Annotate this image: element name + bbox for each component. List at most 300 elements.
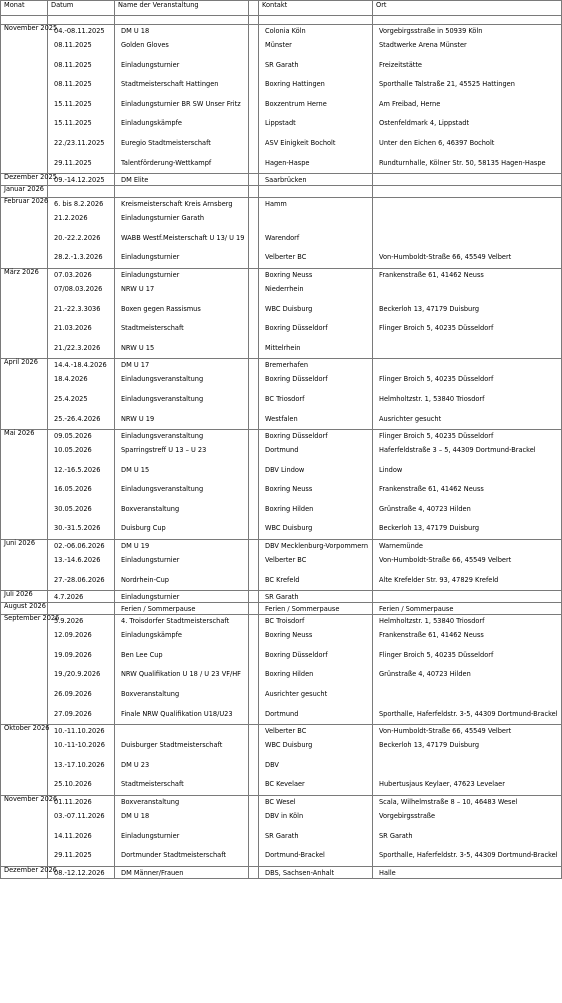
empty-text <box>252 370 258 390</box>
event-text: Sparringstreff U 13 – U 23 <box>121 446 207 455</box>
event-text: DM U 18 <box>121 812 150 820</box>
empty-text <box>252 519 258 539</box>
event-text: Duisburger Stadtmeisterschaft <box>121 741 223 750</box>
event-text: Stadtmeisterschaft <box>121 780 184 789</box>
place-text: SR Garath <box>379 831 413 840</box>
place-text: Helmholtzstr. 1, 53840 Triosdorf <box>379 617 485 626</box>
month-cell: November 2026 <box>1 796 48 867</box>
date-column-cell <box>48 725 115 796</box>
contact-text: SR Garath <box>265 593 299 602</box>
date-text: 10.05.2026 <box>54 446 92 455</box>
month-cell: April 2026 <box>1 359 48 430</box>
contact-column-cell <box>259 25 373 174</box>
event-column-cell <box>115 359 249 430</box>
empty-text <box>252 269 258 280</box>
contact-text: Hamm <box>265 200 287 209</box>
date-column-cell <box>48 174 115 186</box>
date-text: 13.-17.10.2026 <box>54 760 105 769</box>
date-text: 21.03.2026 <box>54 324 92 333</box>
event-text: NRW U 19 <box>121 414 155 423</box>
contact-text: WBC Duisburg <box>265 741 313 750</box>
place-text: Haferfeldstraße 3 – 5, 44309 Dortmund-Brackel <box>379 446 536 455</box>
month-cell: Juli 2026 <box>1 591 48 603</box>
event-column-cell <box>115 796 249 867</box>
month-cell: September 2026 <box>1 615 48 725</box>
contact-text: Hagen-Haspe <box>265 158 310 167</box>
contact-text: DBV <box>265 760 279 769</box>
event-text: Duisburg Cup <box>121 524 166 533</box>
date-text: 21.2.2026 <box>54 214 88 223</box>
empty-text <box>252 359 258 370</box>
event-text: Nordrhein-Cup <box>121 575 169 584</box>
contact-text: Saarbrücken <box>265 176 307 185</box>
empty-text <box>252 500 258 520</box>
event-text: Einladungsturnier <box>121 60 180 69</box>
date-text: 25.-26.4.2026 <box>54 414 101 423</box>
contact-text: Boxzentrum Herne <box>265 99 327 108</box>
place-column-cell <box>373 591 562 603</box>
event-column-cell <box>115 591 249 603</box>
contact-text: Velberter BC <box>265 556 307 565</box>
date-text: 20.-22.2.2026 <box>54 233 101 242</box>
event-text: DM U 15 <box>121 465 150 474</box>
event-text: DM U 18 <box>121 27 150 35</box>
place-text: Ausrichter gesucht <box>379 414 442 423</box>
month-group-row <box>1 540 562 591</box>
contact-column-cell <box>259 540 373 591</box>
empty-text <box>252 725 258 736</box>
empty-column-cell <box>249 25 259 174</box>
contact-text: Velberter BC <box>265 253 307 262</box>
date-text: 16.05.2026 <box>54 485 92 494</box>
date-text <box>51 186 111 197</box>
month-group-row <box>1 430 562 540</box>
date-text: 27.-28.06.2026 <box>54 575 105 584</box>
empty-column-cell <box>249 540 259 591</box>
event-text: Einladungskämpfe <box>121 119 182 128</box>
date-text: 30.05.2026 <box>54 504 92 513</box>
event-text: Einladungsturnier <box>121 253 180 262</box>
month-group-row <box>1 186 562 198</box>
event-text: Talentförderung-Wettkampf <box>121 158 212 167</box>
place-column-cell <box>373 603 562 615</box>
empty-text <box>252 410 258 430</box>
event-text: 4. Troisdorfer Stadtmeisterschaft <box>121 617 230 626</box>
place-column-cell <box>373 615 562 725</box>
place-text: Lindow <box>379 465 403 474</box>
place-column-cell <box>373 796 562 867</box>
spacer-row <box>1 16 562 25</box>
event-text: DM U 19 <box>121 542 150 551</box>
empty-text <box>252 36 258 56</box>
contact-column-cell <box>259 603 373 615</box>
place-column-cell <box>373 359 562 430</box>
date-text: 27.09.2026 <box>54 709 92 718</box>
event-text: Einladungsturnier <box>121 593 180 602</box>
empty-column-cell <box>249 603 259 615</box>
date-text: 02.-06.06.2026 <box>54 542 105 551</box>
place-column-cell <box>373 198 562 269</box>
month-group-row <box>1 591 562 603</box>
place-text: Von-Humboldt-Straße 66, 45549 Velbert <box>379 727 512 736</box>
event-text: DM Männer/Frauen <box>121 868 184 877</box>
contact-text: Boxring Düsseldorf <box>265 324 328 333</box>
place-text: Am Freibad, Herne <box>379 99 441 108</box>
place-column-cell <box>373 430 562 540</box>
contact-column-cell <box>259 725 373 796</box>
empty-column-cell <box>249 615 259 725</box>
empty-column-cell <box>249 174 259 186</box>
contact-text: Boxring Neuss <box>265 485 313 494</box>
contact-text: WBC Duisburg <box>265 304 313 313</box>
place-text: Sporthalle, Haferfeldstr. 3-5, 44309 Dortmund-Brackel <box>379 709 558 718</box>
contact-text: DBV Mecklenburg-Vorpommern <box>265 542 369 551</box>
event-text: Einladungsveranstaltung <box>121 485 204 494</box>
date-text: 29.11.2025 <box>54 851 92 860</box>
place-column-cell <box>373 268 562 358</box>
event-text: Stadtmeisterschaft <box>121 324 184 333</box>
month-cell: März 2026 <box>1 268 48 358</box>
event-column-cell <box>115 198 249 269</box>
empty-text <box>252 480 258 500</box>
contact-text: Boxring Düsseldorf <box>265 432 328 441</box>
contact-text: Warendorf <box>265 233 300 242</box>
empty-text <box>252 551 258 571</box>
event-column-cell <box>115 25 249 174</box>
contact-text: SR Garath <box>265 60 299 69</box>
date-text: 30.-31.5.2026 <box>54 524 101 533</box>
empty-text <box>252 665 258 685</box>
place-text <box>376 229 558 249</box>
empty-text <box>252 615 258 626</box>
header-contact: Kontakt <box>259 1 373 16</box>
event-text: Golden Gloves <box>121 41 169 49</box>
place-text <box>376 685 558 705</box>
contact-text: Lippstadt <box>265 119 296 128</box>
month-group-row <box>1 174 562 186</box>
contact-text: Dortmund-Brackel <box>265 851 325 860</box>
empty-text <box>252 95 258 115</box>
date-text: 4.7.2026 <box>54 593 84 602</box>
contact-column-cell <box>259 174 373 186</box>
empty-text <box>252 441 258 461</box>
event-text: Einladungsturnier <box>121 831 180 840</box>
empty-text <box>252 705 258 725</box>
empty-text <box>252 827 258 847</box>
empty-text <box>252 248 258 268</box>
place-column-cell <box>373 540 562 591</box>
contact-text: BC Wesel <box>265 798 296 806</box>
empty-column-cell <box>249 796 259 867</box>
header-event: Name der Veranstaltung <box>115 1 249 16</box>
contact-text: Münster <box>265 41 292 49</box>
month-group-row <box>1 603 562 615</box>
event-text: Einladungsturnier BR SW Unser Fritz <box>121 99 241 108</box>
empty-text <box>252 390 258 410</box>
contact-text: DBV in Köln <box>265 812 304 820</box>
empty-text <box>252 134 258 154</box>
contact-text: Colonia Köln <box>265 27 306 35</box>
contact-text: Boxring Hattingen <box>265 80 325 89</box>
empty-text <box>252 186 258 197</box>
contact-column-cell <box>259 866 373 878</box>
contact-text: Bremerhafen <box>265 361 308 370</box>
place-column-cell <box>373 866 562 878</box>
date-text: 10.-11-10.2026 <box>54 741 105 750</box>
event-text: DM U 17 <box>121 361 150 370</box>
event-text: WABB Westf.Meisterschaft U 13/ U 19 <box>121 233 245 242</box>
empty-text <box>252 646 258 666</box>
month-group-row <box>1 198 562 269</box>
contact-text: ASV Einigkeit Bocholt <box>265 138 336 147</box>
date-text: 28.2.-1.3.2026 <box>54 253 103 262</box>
empty-text <box>252 280 258 300</box>
contact-text: Mittelrhein <box>265 343 301 352</box>
month-group-row <box>1 25 562 174</box>
place-column-cell <box>373 25 562 174</box>
contact-column-cell <box>259 615 373 725</box>
empty-text <box>252 756 258 776</box>
place-text: Von-Humboldt-Straße 66, 45549 Velbert <box>379 253 512 262</box>
date-text: 07/08.03.2026 <box>54 284 103 293</box>
date-text: 6. bis 8.2.2026 <box>54 200 104 209</box>
event-column-cell <box>115 603 249 615</box>
month-cell: Januar 2026 <box>1 186 48 198</box>
contact-column-cell <box>259 186 373 198</box>
contact-text: SR Garath <box>265 831 299 840</box>
place-text: Von-Humboldt-Straße 66, 45549 Velbert <box>379 556 512 565</box>
event-column-cell <box>115 540 249 591</box>
month-cell: Februar 2026 <box>1 198 48 269</box>
date-column-cell <box>48 540 115 591</box>
event-text: Einladungsturnier <box>121 270 180 279</box>
date-text: 19.09.2026 <box>54 650 92 659</box>
place-text: Frankenstraße 61, 41462 Neuss <box>379 485 484 494</box>
empty-text <box>252 300 258 320</box>
header-empty <box>249 1 259 16</box>
contact-text: DBV Lindow <box>265 465 305 474</box>
empty-text <box>252 846 258 866</box>
place-text <box>376 591 558 602</box>
month-group-row <box>1 359 562 430</box>
contact-text: Boxring Hilden <box>265 670 314 679</box>
event-column-cell <box>115 174 249 186</box>
place-text <box>376 174 558 185</box>
contact-text: Boxring Neuss <box>265 270 313 279</box>
contact-column-cell <box>259 268 373 358</box>
event-column-cell <box>115 268 249 358</box>
event-text: Einladungsveranstaltung <box>121 432 204 441</box>
month-group-row <box>1 615 562 725</box>
event-text: Boxen gegen Rassismus <box>121 304 201 313</box>
empty-text <box>252 796 258 807</box>
month-cell: August 2026 <box>1 603 48 615</box>
contact-text: Ferien / Sommerpause <box>265 605 340 614</box>
date-text: 25.4.2025 <box>54 394 88 403</box>
empty-column-cell <box>249 359 259 430</box>
date-text: 26.09.2026 <box>54 690 92 699</box>
event-text: Boxveranstaltung <box>121 690 180 699</box>
event-text: Boxveranstaltung <box>121 798 180 806</box>
empty-text <box>252 461 258 481</box>
date-column-cell <box>48 591 115 603</box>
empty-text <box>252 75 258 95</box>
place-column-cell <box>373 186 562 198</box>
date-text: 08.-12.12.2026 <box>54 868 105 877</box>
month-cell: Dezember 2025 <box>1 174 48 186</box>
contact-text: Dortmund <box>265 709 299 718</box>
event-text <box>118 725 245 736</box>
contact-column-cell <box>259 359 373 430</box>
date-text: 09.-14.12.2025 <box>54 176 105 185</box>
place-text <box>376 359 558 370</box>
empty-column-cell <box>249 430 259 540</box>
empty-text <box>252 571 258 591</box>
empty-text <box>252 736 258 756</box>
event-column-cell <box>115 615 249 725</box>
date-text: 14.11.2026 <box>54 831 92 840</box>
date-text: 12.-16.5.2026 <box>54 465 101 474</box>
event-column-cell <box>115 186 249 198</box>
date-text: 04.-08.11.2025 <box>54 27 105 35</box>
contact-text: BC Krefeld <box>265 575 300 584</box>
place-text: Hubertusjaus Keylaer, 47623 Levelaer <box>379 780 505 789</box>
empty-text <box>252 540 258 551</box>
event-text: Einladungskämpfe <box>121 631 182 640</box>
empty-text <box>252 591 258 602</box>
event-text: Dortmunder Stadtmeisterschaft <box>121 851 226 860</box>
event-text: DM U 23 <box>121 760 150 769</box>
date-column-cell <box>48 359 115 430</box>
date-text: 08.11.2025 <box>54 80 92 89</box>
empty-text <box>252 603 258 614</box>
empty-column-cell <box>249 198 259 269</box>
empty-text <box>252 685 258 705</box>
contact-text: Boxring Düsseldorf <box>265 375 328 384</box>
event-text: NRW U 15 <box>121 343 155 352</box>
event-text: Stadtmeisterschaft Hattingen <box>121 80 219 89</box>
event-text: Kreismeisterschaft Kreis Arnsberg <box>121 200 233 209</box>
month-cell: Juni 2026 <box>1 540 48 591</box>
place-text: Alte Krefelder Str. 93, 47829 Krefeld <box>379 575 499 584</box>
date-column-cell <box>48 268 115 358</box>
event-text: Einladungsveranstaltung <box>121 375 204 384</box>
event-text <box>118 186 245 197</box>
date-column-cell <box>48 603 115 615</box>
date-text: 14.4.-18.4.2026 <box>54 361 107 370</box>
empty-text <box>252 430 258 441</box>
place-text: Grünstraße 4, 40723 Hilden <box>379 504 471 513</box>
empty-column-cell <box>249 866 259 878</box>
date-text: 10.-11.10.2026 <box>54 727 105 736</box>
place-text <box>376 756 558 776</box>
place-text: Grünstraße 4, 40723 Hilden <box>379 670 471 679</box>
date-column-cell <box>48 430 115 540</box>
empty-text <box>252 807 258 827</box>
place-column-cell <box>373 725 562 796</box>
place-text: Frankenstraße 61, 41462 Neuss <box>379 631 484 640</box>
contact-column-cell <box>259 198 373 269</box>
event-text: Einladungsveranstaltung <box>121 394 204 403</box>
place-text <box>376 209 558 229</box>
empty-column-cell <box>249 725 259 796</box>
contact-column-cell <box>259 430 373 540</box>
place-text: Ferien / Sommerpause <box>379 605 454 614</box>
date-text: 08.11.2025 <box>54 41 92 49</box>
contact-text: WBC Duisburg <box>265 524 313 533</box>
event-text: DM Elite <box>121 176 149 185</box>
date-text: 15.11.2025 <box>54 119 92 128</box>
place-text: Sporthalle Talstraße 21, 45525 Hattingen <box>379 80 515 89</box>
empty-text <box>252 154 258 174</box>
empty-text <box>252 319 258 339</box>
table-header-row <box>1 1 562 16</box>
contact-text: BC Kevelaer <box>265 780 305 789</box>
date-text: 12.09.2026 <box>54 631 92 640</box>
date-text: 25.10.2026 <box>54 780 92 789</box>
contact-text: Niederrhein <box>265 284 304 293</box>
date-text: 18.4.2026 <box>54 375 88 384</box>
place-column-cell <box>373 174 562 186</box>
header-date: Datum <box>48 1 115 16</box>
empty-text <box>252 229 258 249</box>
date-text: 01.11.2026 <box>54 798 92 806</box>
event-column-cell <box>115 430 249 540</box>
date-text: 19./20.9.2026 <box>54 670 101 679</box>
empty-text <box>252 626 258 646</box>
date-text: 03.-07.11.2026 <box>54 812 105 820</box>
date-text: 13.-14.6.2026 <box>54 556 101 565</box>
place-text: Beckerloh 13, 47179 Duisburg <box>379 741 480 750</box>
place-text: Freizeitstätte <box>379 60 422 69</box>
contact-text: Boxring Hilden <box>265 504 314 513</box>
place-text: Flinger Broich 5, 40235 Düsseldorf <box>379 324 494 333</box>
event-text: Einladungsturnier Garath <box>121 214 205 223</box>
date-text: 22./23.11.2025 <box>54 138 105 147</box>
empty-column-cell <box>249 186 259 198</box>
date-text: 21./22.3.2026 <box>54 343 101 352</box>
place-text <box>376 186 558 197</box>
empty-column-cell <box>249 591 259 603</box>
empty-text <box>252 867 258 878</box>
contact-text <box>262 209 369 229</box>
date-text: 08.11.2025 <box>54 60 92 69</box>
date-column-cell <box>48 796 115 867</box>
contact-text: Velberter BC <box>265 727 307 736</box>
place-text: Stadtwerke Arena Münster <box>379 41 467 49</box>
date-text: 07.03.2026 <box>54 270 92 279</box>
empty-text <box>252 114 258 134</box>
empty-text <box>252 198 258 209</box>
month-group-row <box>1 268 562 358</box>
place-text: Flinger Broich 5, 40235 Düsseldorf <box>379 432 494 441</box>
event-text: Ben Lee Cup <box>121 650 163 659</box>
contact-text: BC Troisdorf <box>265 617 305 626</box>
date-text: 5.9.2026 <box>54 617 84 626</box>
date-column-cell <box>48 866 115 878</box>
contact-text: Dortmund <box>265 446 299 455</box>
date-text <box>51 603 111 614</box>
contact-text: BC Triosdorf <box>265 394 305 403</box>
empty-text <box>252 339 258 359</box>
month-cell: Dezember 2026 <box>1 866 48 878</box>
contact-column-cell <box>259 591 373 603</box>
event-column-cell <box>115 725 249 796</box>
date-column-cell <box>48 615 115 725</box>
place-text: Warnemünde <box>379 542 423 551</box>
contact-text: Ausrichter gesucht <box>265 690 328 699</box>
contact-column-cell <box>259 796 373 867</box>
